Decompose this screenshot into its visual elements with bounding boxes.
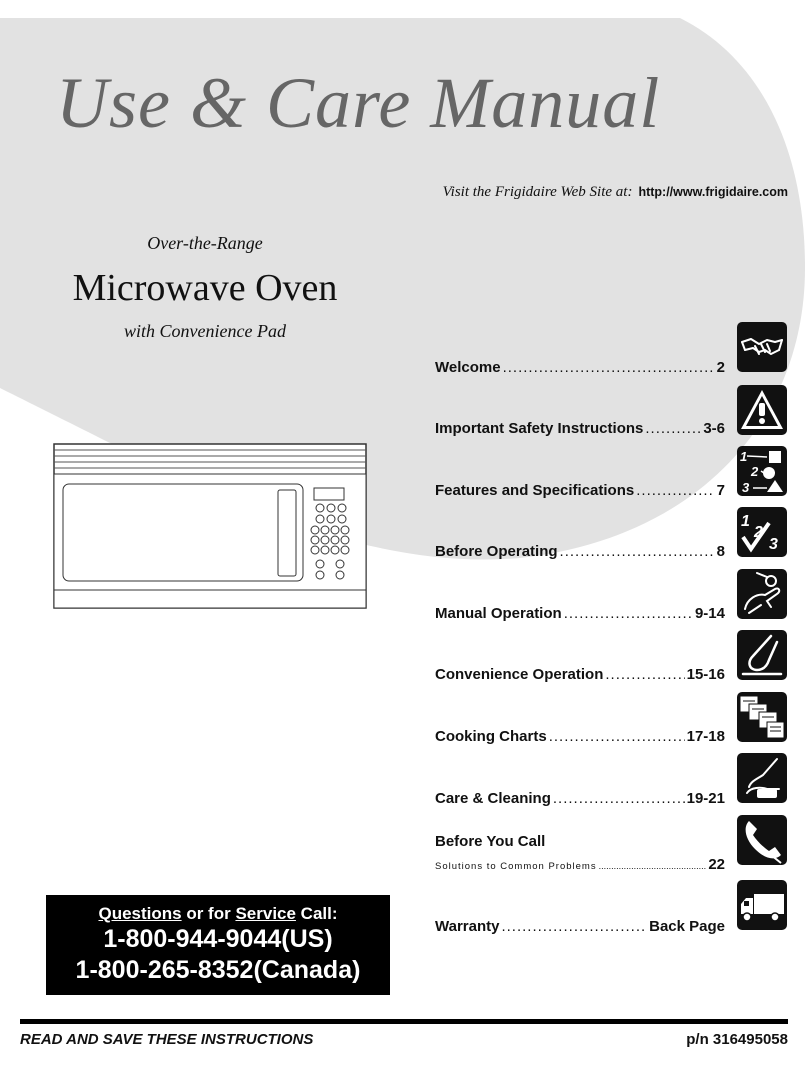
phone-icon — [737, 815, 787, 865]
svg-text:3: 3 — [769, 536, 778, 553]
phone-us[interactable]: 1-800-944-9044(US) — [103, 925, 333, 953]
phone-canada[interactable]: 1-800-265-8352(Canada) — [75, 956, 361, 984]
toc-item-before-operating[interactable] — [435, 543, 725, 560]
microwave-illustration — [50, 440, 370, 615]
toc-page: 2 — [716, 359, 725, 376]
toc-item-manual-operation[interactable] — [435, 605, 725, 622]
cleaning-hand-icon — [737, 753, 787, 803]
toc-label: Care & Cleaning — [435, 790, 551, 807]
features-shapes-icon — [737, 446, 787, 496]
svg-text:1: 1 — [741, 513, 750, 530]
toc-label: Welcome — [435, 359, 501, 376]
svg-text:2: 2 — [754, 524, 763, 541]
product-tagline: with Convenience Pad — [124, 321, 286, 341]
truck-icon — [737, 880, 787, 930]
website-url[interactable]: http://www.frigidaire.com — [638, 185, 788, 199]
toc-page: 17-18 — [686, 728, 725, 745]
toc-page: 8 — [716, 543, 725, 560]
hand-pressing-icon — [737, 569, 787, 619]
toc-page: 22 — [708, 856, 725, 873]
toc-item-warranty[interactable] — [435, 918, 725, 935]
questions-word: Questions — [98, 904, 182, 923]
service-contact-box — [46, 895, 390, 995]
toc-item-convenience-operation[interactable] — [435, 666, 725, 683]
toc-page: 3-6 — [703, 420, 725, 437]
toc-page: 15-16 — [686, 666, 725, 683]
toc-label: Important Safety Instructions — [435, 420, 644, 437]
toc-label: Features and Specifications — [435, 482, 635, 499]
service-word: Service — [235, 904, 296, 923]
toc-item-cooking-charts[interactable] — [435, 728, 725, 745]
charts-pages-icon — [737, 692, 787, 742]
svg-text:3: 3 — [742, 480, 750, 495]
toc-item-before-you-call[interactable]: Before You Call — [435, 833, 546, 850]
website-line — [443, 184, 788, 201]
toc-page: Back Page — [649, 918, 725, 935]
toc-page: 19-21 — [686, 790, 725, 807]
toc-label: Cooking Charts — [435, 728, 547, 745]
toc-page: 9-14 — [694, 605, 725, 622]
contact-heading: Questions or for Service Call: — [98, 904, 338, 923]
handshake-icon — [737, 322, 787, 372]
toc-page: 7 — [716, 482, 725, 499]
checklist-123-icon — [737, 507, 787, 557]
toc-label: Manual Operation — [435, 605, 562, 622]
manual-title: Use & Care Manual — [56, 63, 661, 143]
part-number: p/n 316495058 — [686, 1031, 788, 1048]
toc-item-care-cleaning[interactable] — [435, 790, 725, 807]
toc-subitem-solutions[interactable] — [435, 856, 725, 873]
toc-label: Before Operating — [435, 543, 558, 560]
toc-sublabel: Solutions to Common Problems — [435, 861, 597, 872]
footer-divider — [20, 1019, 788, 1024]
finger-touch-icon — [737, 630, 787, 680]
toc-item-features[interactable] — [435, 482, 725, 499]
toc-item-safety[interactable] — [435, 420, 725, 437]
warning-icon — [737, 385, 787, 435]
svg-text:2: 2 — [751, 464, 759, 479]
toc-label: Warranty — [435, 918, 500, 935]
svg-text:1: 1 — [740, 449, 748, 464]
product-name: Microwave Oven — [72, 267, 338, 309]
footer-instructions: READ AND SAVE THESE INSTRUCTIONS — [20, 1031, 314, 1048]
toc-item-welcome[interactable] — [435, 359, 725, 376]
website-label: Visit the Frigidaire Web Site at: — [442, 184, 633, 200]
toc-label: Convenience Operation — [435, 666, 604, 683]
product-subtitle: Over-the-Range — [147, 233, 263, 253]
